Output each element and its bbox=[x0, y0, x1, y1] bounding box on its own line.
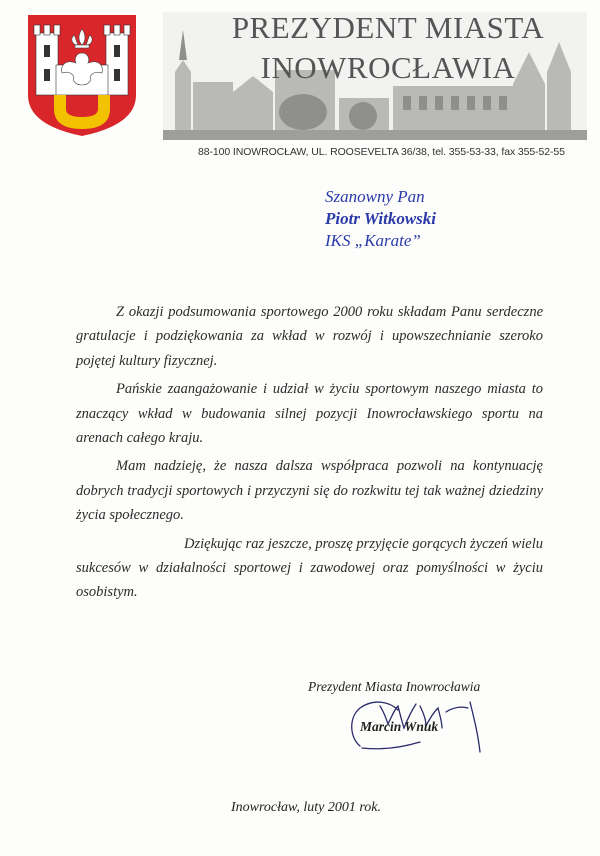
letter-paragraph-2: Pańskie zaangażowanie i udział w życiu sportowym naszego miasta to znaczący wkład w budowania silnej pozycji Inowrocławskiego sportu na arenach całego kraju. bbox=[76, 381, 543, 447]
city-coat-of-arms bbox=[26, 13, 138, 138]
letterhead-address: 88-100 INOWROCŁAW, UL. ROOSEVELTA 36/38, tel. 355-53-33, fax 355-52-55 bbox=[198, 146, 565, 158]
signature-block bbox=[308, 679, 508, 734]
signatory-title: Prezydent Miasta Inowrocławia bbox=[308, 679, 481, 694]
addressee-salutation: Szanowny Pan bbox=[325, 187, 425, 206]
letter-body bbox=[76, 300, 543, 605]
letterhead-title-line2: INOWROCŁAWIA bbox=[260, 50, 516, 85]
signatory-name: Marcin Wnuk bbox=[360, 719, 439, 734]
addressee-block bbox=[325, 186, 436, 252]
letter-paragraph-3: Mam nadzieję, że nasza dalsza współpraca pozwoli na kontynuację dobrych tradycji sportowych i przyczyni się do rozkwitu tej tak ważnej dziedziny życia społecznego. bbox=[76, 458, 543, 524]
letterhead-title bbox=[198, 8, 578, 88]
place-and-date: Inowrocław, luty 2001 rok. bbox=[231, 800, 381, 815]
letter-paragraph-1: Z okazji podsumowania sportowego 2000 roku składam Panu serdeczne gratulacje i podziękowania za wkład w rozwój i upowszechnianie szeroko pojętej kultury fizycznej. bbox=[76, 304, 543, 369]
letterhead-title-line1: PREZYDENT MIASTA bbox=[231, 10, 545, 45]
addressee-organization: IKS „Karate” bbox=[325, 231, 421, 250]
addressee-name: Piotr Witkowski bbox=[325, 209, 436, 228]
letter-paragraph-4: Dziękując raz jeszcze, proszę przyjęcie gorących życzeń wielu sukcesów w działalności sportowej i zawodowej oraz pomyślności w życiu osobistym. bbox=[76, 535, 543, 601]
